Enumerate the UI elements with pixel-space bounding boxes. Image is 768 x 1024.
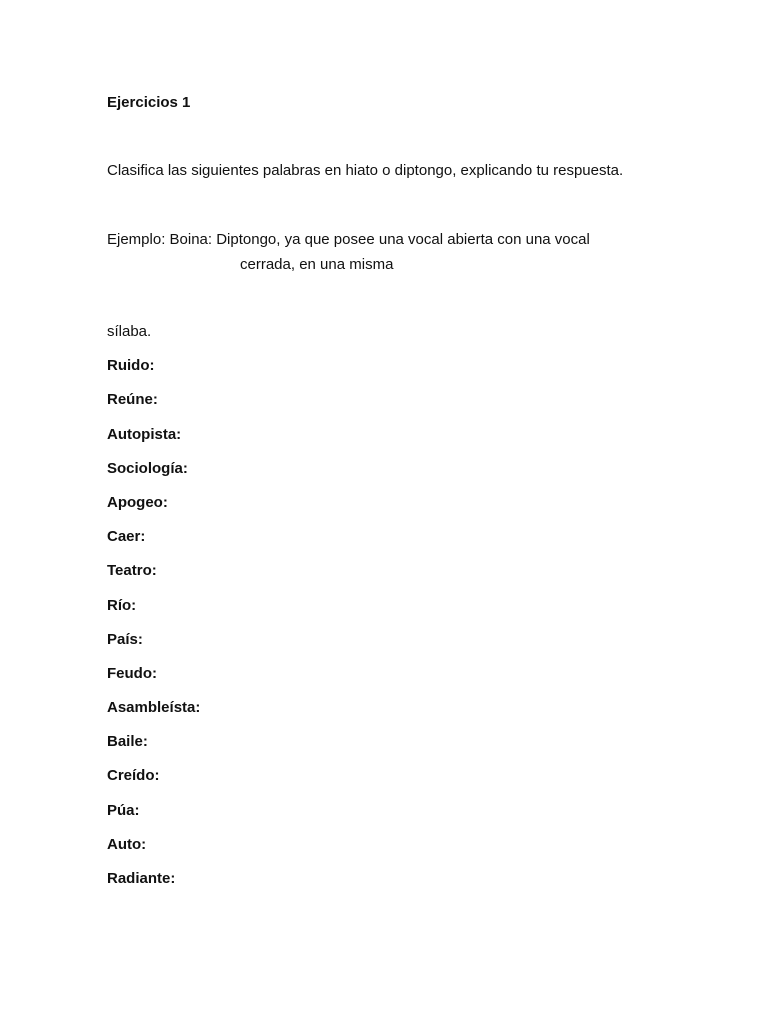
word-item: Auto: <box>107 835 147 853</box>
word-item: Sociología: <box>107 459 188 477</box>
word-item: Apogeo: <box>107 493 168 511</box>
example-line-2: cerrada, en una misma <box>240 256 394 273</box>
word-item: Feudo: <box>107 664 157 682</box>
example-line-1: Ejemplo: Boina: Diptongo, ya que posee una vocal abierta con una vocal <box>107 231 590 248</box>
word-item: sílaba. <box>107 323 152 340</box>
word-item: Teatro: <box>107 562 157 580</box>
word-item: Baile: <box>107 733 148 751</box>
word-item: Reúne: <box>107 391 158 409</box>
word-item: Púa: <box>107 801 140 819</box>
word-item: País: <box>107 630 143 648</box>
word-item: Caer: <box>107 528 146 546</box>
page-title: Ejercicios 1 <box>107 94 191 111</box>
word-item: Río: <box>107 596 137 614</box>
word-list <box>107 323 200 904</box>
instructions-text: Clasifica las siguientes palabras en hiato o diptongo, explicando tu respuesta. <box>107 162 624 179</box>
word-item: Autopista: <box>107 425 182 443</box>
word-item: Creído: <box>107 767 160 785</box>
word-item: Asambleísta: <box>107 699 201 717</box>
word-item: Radiante: <box>107 870 176 887</box>
word-item: Ruido: <box>107 357 155 375</box>
